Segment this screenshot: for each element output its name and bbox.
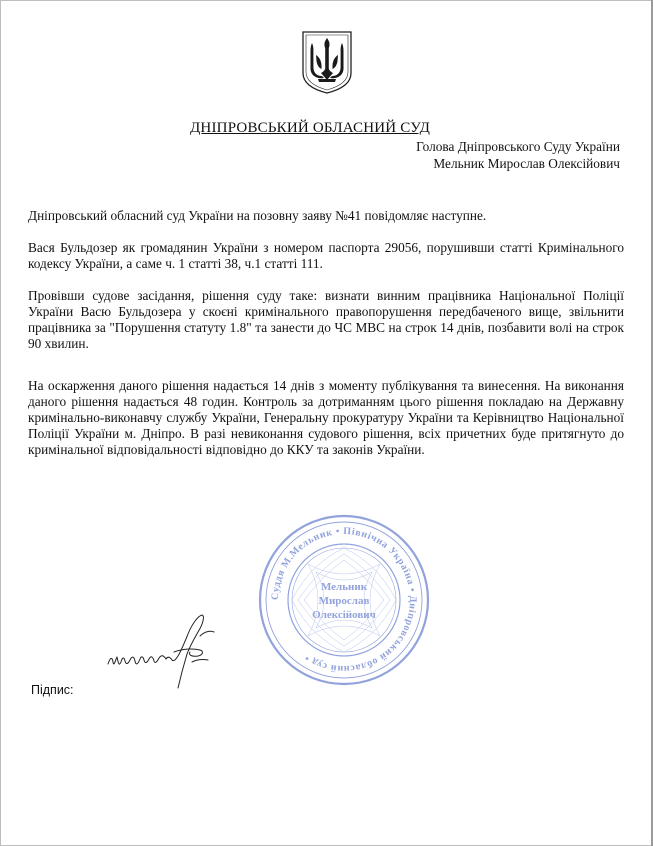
seal-name-line-1: Мельник <box>320 581 368 593</box>
round-seal-icon <box>258 514 430 686</box>
court-title: ДНІПРОВСЬКИЙ ОБЛАСНИЙ СУД <box>190 120 431 136</box>
paragraph-offender: Вася Бульдозер як громадянин України з номером паспорта 29056, порушивши статті Кримінального кодексу України, а саме ч. 1 статті 38, ч.1 статті 111. <box>28 240 624 271</box>
seal-name-line-2: Мирослав <box>318 595 370 607</box>
seal-name-line-3: Олексійович <box>312 609 376 621</box>
trident-coat-of-arms-icon <box>300 29 354 95</box>
handwritten-signature-icon <box>104 612 216 692</box>
head-position: Голова Дніпровського Суду України <box>416 139 620 154</box>
paragraph-intro: Дніпровський обласний суд України на позовну заяву №41 повідомляє наступне. <box>28 208 487 223</box>
paragraph-enforcement: На оскарження даного рішення надається 14 днів з моменту публікування та винесення. На виконання даного рішення надається 48 годин. Контроль за дотриманням цього рішення покладаю на Державну кримінально-виконавчу службу України, Генеральну прокуратуру України та Керівництво Національної Поліції України м. Дніпро. В разі невиконання судового рішення, всіх причетних буде притягнуто до кримінальної відповідальності відповідно до ККУ та законів України. <box>28 378 624 457</box>
seal-ring-text: Суддя М.Мельник • Північна Україна • Дніпровський обласний суд • <box>269 525 419 675</box>
head-name: Мельник Мирослав Олексійович <box>433 156 620 171</box>
signature-label: Підпис: <box>31 683 74 697</box>
paragraph-verdict: Провівши судове засідання, рішення суду таке: визнати винним працівника Національної Поліції України Васю Бульдозера у скоєні кримінального правопорушення передбаченого вище, звільнити працівника за "Порушення статуту 1.8" та занести до ЧС МВС на строк 14 днів, позбавити волі на строк 90 хвилин. <box>28 288 624 351</box>
